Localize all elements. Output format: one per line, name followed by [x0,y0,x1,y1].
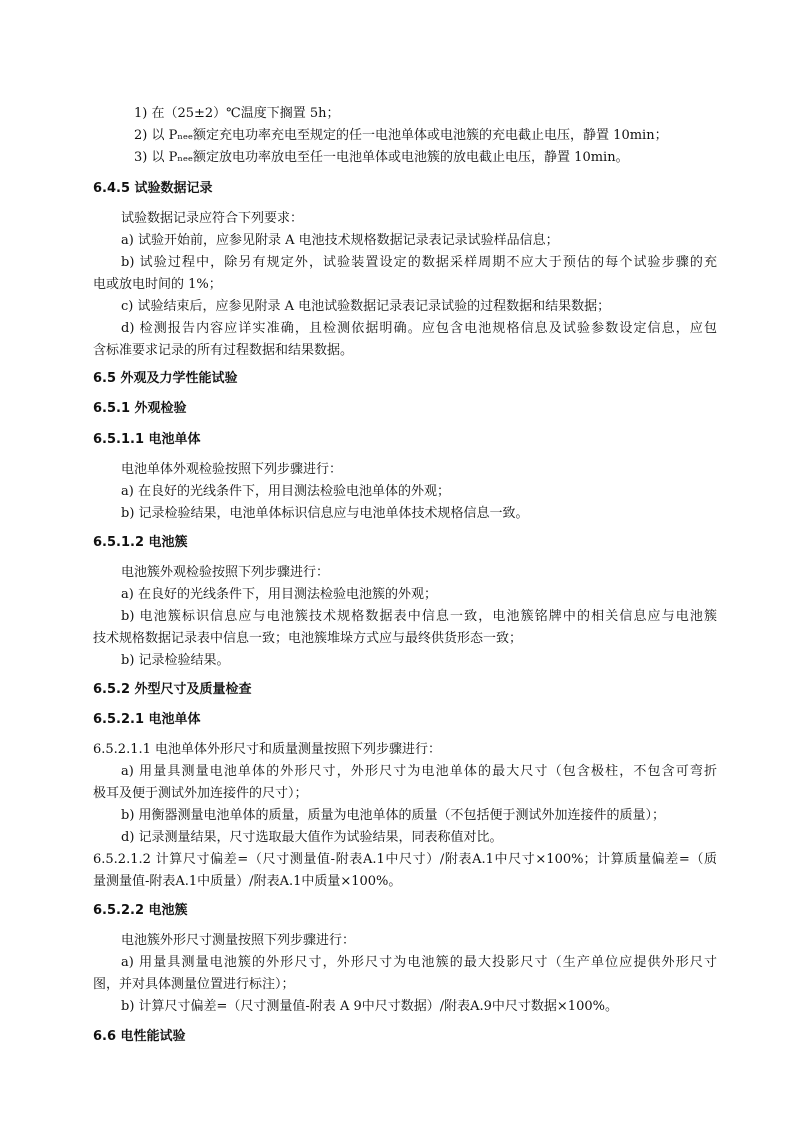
paragraph: 电池簇外形尺寸测量按照下列步骤进行： [121,933,356,948]
list-item: a) 试验开始前，应参见附录 A 电池技术规格数据记录表记录试验样品信息； [121,233,559,248]
section-heading: 6.5.2 外型尺寸及质量检查 [93,682,252,697]
section-heading: 6.5 外观及力学性能试验 [93,371,238,386]
section-heading: 6.5.1 外观检验 [93,401,187,416]
list-item: b) 记录检验结果，电池单体标识信息应与电池单体技术规格信息一致。 [121,506,529,521]
list-item-continuation: 电或放电时间的 1%； [93,277,222,292]
paragraph: 6.5.2.1.1 电池单体外形尺寸和质量测量按照下列步骤进行： [93,742,442,757]
list-item-continuation: 技术规格数据记录表中信息一致；电池簇堆垛方式应与最终供货形态一致； [93,631,523,646]
list-item: d) 检测报告内容应详实准确，且检测依据明确。应包含电池规格信息及试验参数设定信息，应包 [121,321,717,336]
list-item: 3) 以 Pₙₑₑ额定放电功率放电至任一电池单体或电池簇的放电截止电压，静置 10min。 [134,150,629,165]
paragraph: 试验数据记录应符合下列要求： [121,211,304,226]
list-item-continuation: 图，并对具体测量位置进行标注）； [93,977,295,992]
section-heading: 6.5.2.2 电池簇 [93,903,188,918]
list-item: a) 用量具测量电池单体的外形尺寸，外形尺寸为电池单体的最大尺寸（包含极柱，不包含可弯折 [121,764,717,779]
paragraph-continuation: 量测量值-附表A.1中质量）/附表A.1中质量×100%。 [93,874,402,889]
list-item: c) 试验结束后，应参见附录 A 电池试验数据记录表记录试验的过程数据和结果数据； [121,299,611,314]
paragraph: 电池单体外观检验按照下列步骤进行： [121,462,343,477]
list-item: b) 用衡器测量电池单体的质量，质量为电池单体的质量（不包括便于测试外加连接件的质量）； [121,808,666,823]
list-item: b) 记录检验结果。 [121,653,230,668]
paragraph: 电池簇外观检验按照下列步骤进行： [121,565,330,580]
list-item: b) 试验过程中，除另有规定外，试验装置设定的数据采样周期不应大于预估的每个试验步骤的充 [121,255,717,270]
list-item-continuation: 含标准要求记录的所有过程数据和结果数据。 [93,343,354,358]
paragraph: 6.5.2.1.2 计算尺寸偏差=（尺寸测量值-附表A.1中尺寸）/附表A.1中尺寸×100%；计算质量偏差=（质 [93,852,717,867]
section-heading: 6.6 电性能试验 [93,1029,186,1044]
list-item: a) 在良好的光线条件下，用目测法检验电池单体的外观； [121,484,450,499]
list-item-continuation: 极耳及便于测试外加连接件的尺寸）； [93,786,308,801]
list-item: b) 计算尺寸偏差=（尺寸测量值-附表 A 9中尺寸数据）/附表A.9中尺寸数据×100%。 [121,999,618,1014]
section-heading: 6.5.2.1 电池单体 [93,712,201,727]
list-item: a) 用量具测量电池簇的外形尺寸，外形尺寸为电池簇的最大投影尺寸（生产单位应提供外形尺寸 [121,955,717,970]
section-heading: 6.5.1.1 电池单体 [93,432,201,447]
section-heading: 6.5.1.2 电池簇 [93,535,188,550]
list-item: d) 记录测量结果，尺寸选取最大值作为试验结果，同表称值对比。 [121,830,503,845]
section-heading: 6.4.5 试验数据记录 [93,181,213,196]
list-item: 2) 以 Pₙₑₑ额定充电功率充电至规定的任一电池单体或电池簇的充电截止电压，静置 10min； [134,128,668,143]
list-item: 1) 在（25±2）℃温度下搁置 5h； [134,106,340,121]
list-item: a) 在良好的光线条件下，用目测法检验电池簇的外观； [121,587,437,602]
list-item: b) 电池簇标识信息应与电池簇技术规格数据表中信息一致，电池簇铭牌中的相关信息应与电池簇 [121,609,717,624]
